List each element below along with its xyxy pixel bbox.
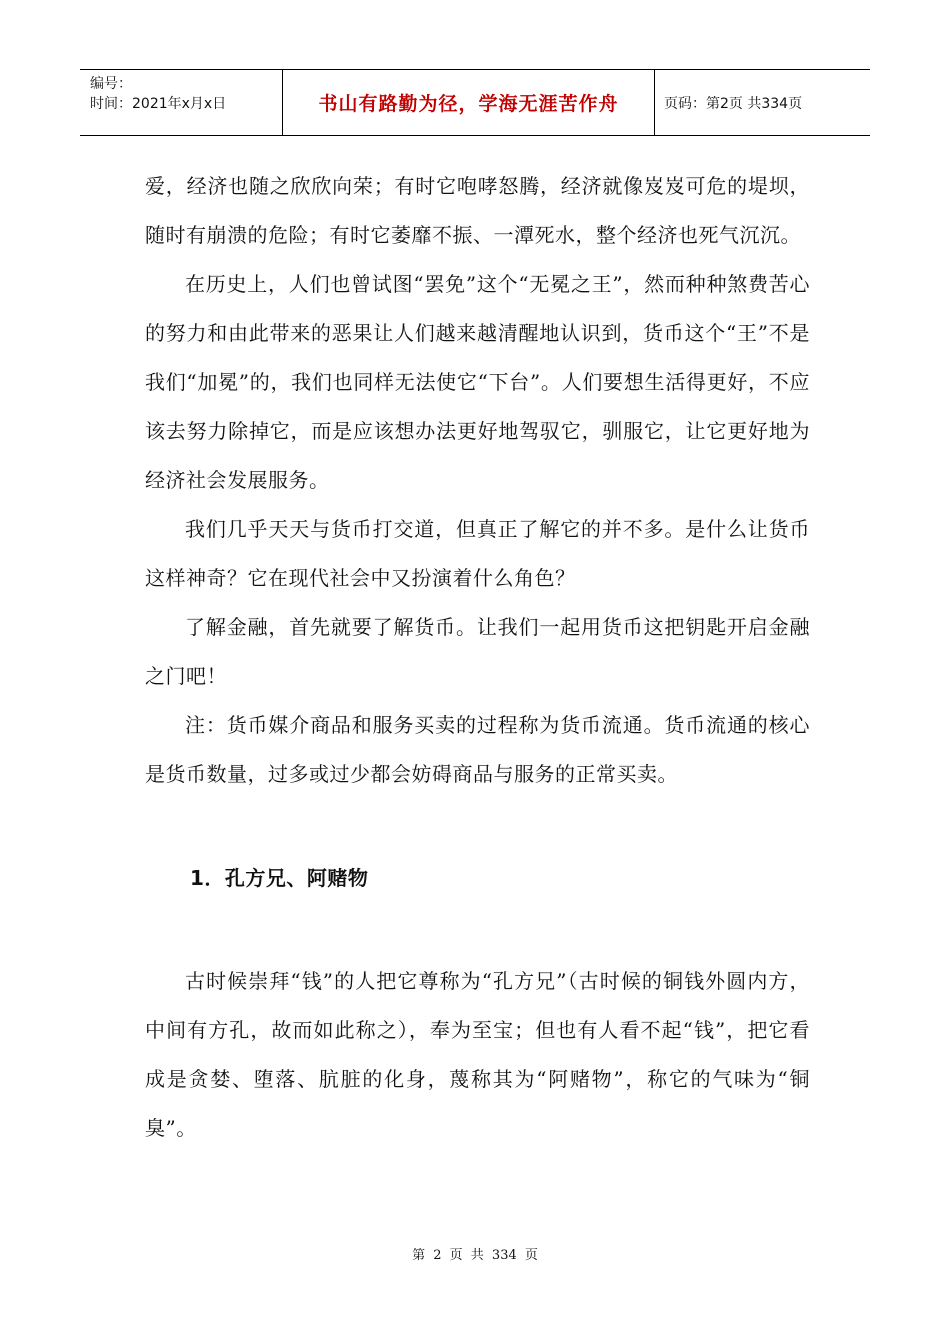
paragraph: 古时候崇拜“钱”的人把它尊称为“孔方兄”（古时候的铜钱外圆内方，中间有方孔，故而如此称之），奉为至宝；但也有人看不起“钱”，把它看成是贪婪、堕落、肮脏的化身，蔑称其为“阿赌物”，称它的气味为“铜臭”。 <box>145 969 810 1140</box>
header-page-info: 页码：第2页 共334页 <box>664 95 803 112</box>
section-heading: 1．孔方兄、阿赌物 <box>190 866 369 890</box>
paragraph: 爱，经济也随之欣欣向荣；有时它咆哮怒腾，经济就像岌岌可危的堤坝，随时有崩溃的危险；有时它萎靡不振、一潭死水，整个经济也死气沉沉。 <box>145 174 810 247</box>
paragraph: 注：货币媒介商品和服务买卖的过程称为货币流通。货币流通的核心是货币数量，过多或过少都会妨碍商品与服务的正常买卖。 <box>145 713 810 786</box>
document-date: 时间：2021年x月x日 <box>90 96 227 112</box>
header-meta <box>90 74 226 114</box>
page-footer: 第 2 页 共 334 页 <box>412 1248 538 1263</box>
document-number-label: 编号： <box>90 76 132 92</box>
paragraph: 了解金融，首先就要了解货币。让我们一起用货币这把钥匙开启金融之门吧！ <box>145 615 810 688</box>
page-header <box>80 69 870 136</box>
document-body <box>145 162 810 1153</box>
paragraph: 在历史上，人们也曾试图“罢免”这个“无冕之王”，然而种种煞费苦心的努力和由此带来的恶果让人们越来越清醒地认识到，货币这个“王”不是我们“加冕”的，我们也同样无法使它“下台”。人们要想生活得更好，不应该去努力除掉它，而是应该想办法更好地驾驭它，驯服它，让它更好地为经济社会发展服务。 <box>145 272 810 492</box>
paragraph: 我们几乎天天与货币打交道，但真正了解它的并不多。是什么让货币这样神奇？它在现代社会中又扮演着什么角色？ <box>145 517 810 590</box>
header-motto: 书山有路勤为径，学海无涯苦作舟 <box>318 93 619 115</box>
header-divider <box>654 70 655 135</box>
